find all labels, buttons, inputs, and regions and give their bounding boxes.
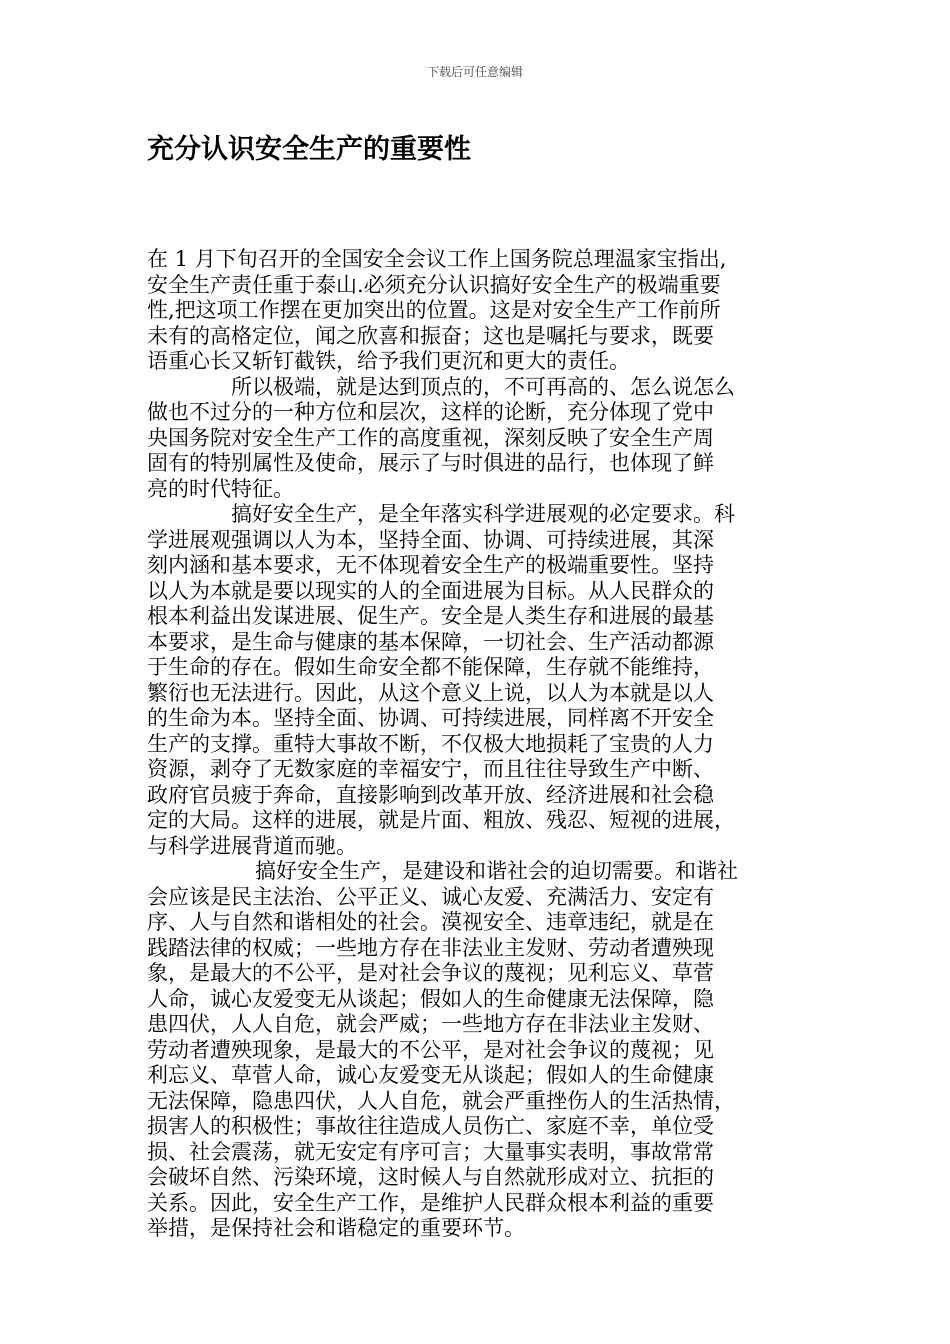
- text-line: 的生命为本。坚持全面、协调、可持续进展，同样离不开安全: [147, 706, 714, 730]
- text-line: 未有的高格定位，闻之欣喜和振奋；这也是嘱托与要求，既要: [147, 323, 714, 348]
- text-line: 损害人的积极性；事故往往造成人员伤亡、家庭不幸，单位受: [147, 1114, 714, 1138]
- page-header-note: 下载后可任意编辑: [426, 65, 523, 79]
- text-line: 于生命的存在。假如生命安全都不能保障，生存就不能维持，: [147, 655, 714, 679]
- text-line: 根本利益出发谋进展、促生产。安全是人类生存和进展的最基: [147, 604, 714, 628]
- text-line: 语重心长又斩钉截铁，给予我们更沉和更大的责任。: [147, 349, 630, 373]
- text-line: 所以极端，就是达到顶点的，不可再高的、怎么说怎么: [231, 374, 735, 399]
- text-line: 与科学进展背道而驰。: [147, 833, 357, 858]
- text-line: 政府官员疲于奔命，直接影响到改革开放、经济进展和社会稳: [147, 782, 714, 807]
- paragraph: [147, 502, 837, 859]
- text-line: 会破坏自然、污染环境，这时候人与自然就形成对立、抗拒的: [147, 1165, 714, 1189]
- text-line: 生产的支撑。重特大事故不断，不仅极大地损耗了宝贵的人力: [147, 731, 714, 756]
- text-line: 安全生产责任重于泰山.必须充分认识搞好安全生产的极端重要: [147, 272, 721, 297]
- text-line: 固有的特别属性及使命，展示了与时俱进的品行，也体现了鲜: [147, 451, 714, 475]
- text-line: 资源，剥夺了无数家庭的幸福安宁，而且往往导致生产中断、: [147, 757, 714, 781]
- text-line: 无法保障，隐患四伏，人人自危，就会严重挫伤人的生活热情，: [147, 1088, 735, 1113]
- text-line: 做也不过分的一种方位和层次，这样的论断，充分体现了党中: [147, 400, 714, 424]
- text-line: 会应该是民主法治、公平正义、诚心友爱、充满活力、安定有: [147, 884, 714, 909]
- text-line: 定的大局。这样的进展，就是片面、粗放、残忍、短视的进展，: [147, 808, 735, 832]
- paragraph: [147, 375, 837, 503]
- text-line: 学进展观强调以人为本，坚持全面、协调、可持续进展，其深: [147, 527, 714, 552]
- text-line: 刻内涵和基本要求，无不体现着安全生产的极端重要性。坚持: [147, 553, 714, 577]
- document-title: 充分认识安全生产的重要性: [147, 134, 471, 165]
- text-line: 搞好安全生产，是全年落实科学进展观的必定要求。科: [231, 502, 735, 526]
- text-line: 践踏法律的权威；一些地方存在非法业主发财、劳动者遭殃现: [147, 935, 714, 960]
- text-line: 损、社会震荡，就无安定有序可言；大量事实表明，事故常常: [147, 1139, 714, 1164]
- text-line: 搞好安全生产，是建设和谐社会的迫切需要。和谐社: [255, 859, 738, 883]
- text-line: 以人为本就是要以现实的人的全面进展为目标。从人民群众的: [147, 578, 714, 603]
- paragraph: [147, 859, 837, 1242]
- text-line: 在 1 月下旬召开的全国安全会议工作上国务院总理温家宝指出,: [147, 247, 727, 271]
- text-line: 人命，诚心友爱变无从谈起；假如人的生命健康无法保障，隐: [147, 986, 714, 1011]
- text-line: 亮的时代特征。: [147, 476, 294, 501]
- text-line: 性,把这项工作摆在更加突出的位置。这是对安全生产工作前所: [147, 298, 721, 322]
- text-line: 关系。因此，安全生产工作，是维护人民群众根本利益的重要: [147, 1190, 714, 1215]
- text-line: 患四伏，人人自危，就会严威；一些地方存在非法业主发财、: [147, 1012, 714, 1036]
- text-line: 繁衍也无法进行。因此，从这个意义上说，以人为本就是以人: [147, 680, 714, 705]
- text-line: 央国务院对安全生产工作的高度重视，深刻反映了安全生产周: [147, 425, 714, 450]
- text-line: 象，是最大的不公平，是对社会争议的蔑视；见利忘义、草菅: [147, 961, 714, 985]
- text-line: 本要求，是生命与健康的基本保障，一切社会、生产活动都源: [147, 629, 714, 654]
- text-line: 劳动者遭殃现象，是最大的不公平，是对社会争议的蔑视；见: [147, 1037, 714, 1062]
- paragraph: [147, 247, 837, 375]
- text-line: 序、人与自然和谐相处的社会。漠视安全、违章违纪，就是在: [147, 910, 714, 934]
- text-line: 举措，是保持社会和谐稳定的重要环节。: [147, 1216, 525, 1240]
- document-body: [147, 247, 837, 1242]
- text-line: 利忘义、草菅人命，诚心友爱变无从谈起；假如人的生命健康: [147, 1063, 714, 1087]
